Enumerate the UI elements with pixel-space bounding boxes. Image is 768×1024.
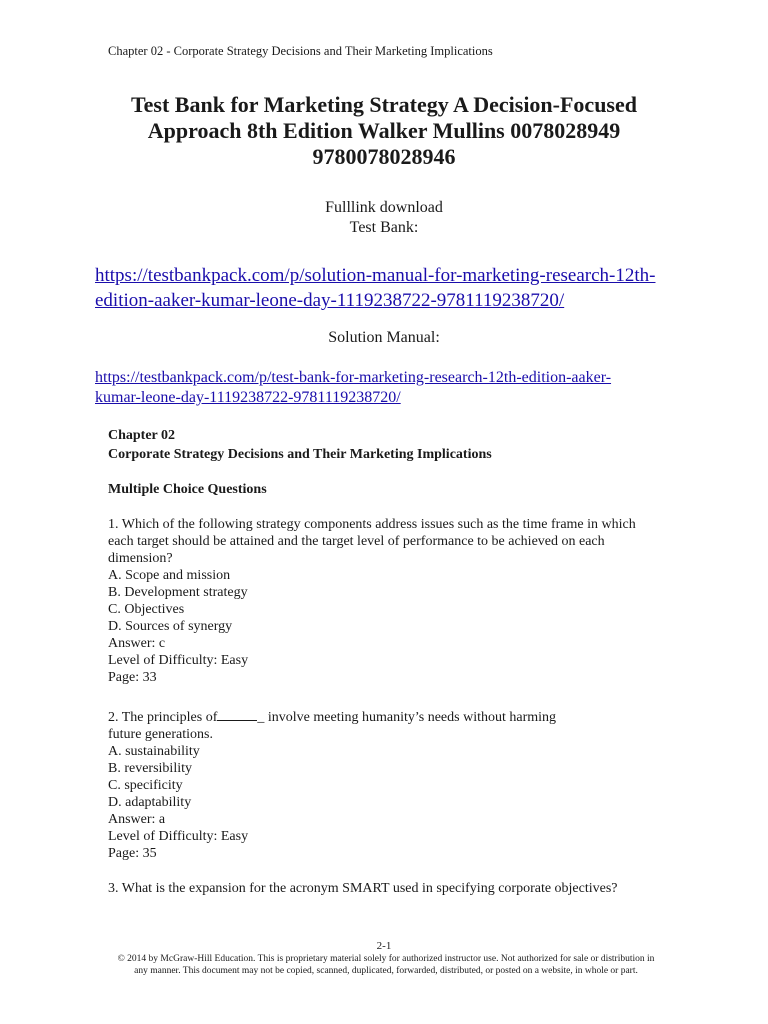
option: B. Development strategy (108, 585, 248, 600)
option: C. Objectives (108, 602, 185, 617)
question-1 (108, 516, 708, 686)
link-line[interactable]: https://testbankpack.com/p/test-bank-for-marketing-research-12th-edition-aaker- (95, 369, 612, 386)
question-prefix: 2. The principles of (108, 710, 218, 725)
option: B. reversibility (108, 761, 192, 776)
option: D. adaptability (108, 795, 192, 810)
chapter-number: Chapter 02 (108, 428, 176, 443)
answer: Answer: a (108, 812, 166, 827)
page-number: 2-1 (376, 940, 392, 952)
test-bank-link[interactable] (95, 263, 695, 313)
question-suffix: _ involve meeting humanity’s needs without harming (257, 710, 557, 725)
solution-manual-label: Solution Manual: (328, 329, 440, 346)
solution-manual-link[interactable] (95, 368, 675, 408)
option: C. specificity (108, 778, 183, 793)
title-line: Approach 8th Edition Walker Mullins 0078028949 (147, 118, 621, 143)
option: A. sustainability (108, 744, 200, 759)
question-text: 1. Which of the following strategy components address issues such as the time frame in which (108, 517, 636, 532)
answer: Answer: c (108, 636, 166, 651)
link-line[interactable]: https://testbankpack.com/p/solution-manual-for-marketing-research-12th- (95, 265, 656, 286)
chapter-heading (108, 427, 708, 463)
copyright-line: © 2014 by McGraw-Hill Education. This is proprietary material solely for authorized instructor use. Not authorized for sale or distribution in (117, 954, 655, 964)
difficulty: Level of Difficulty: Easy (108, 829, 249, 844)
page-ref: Page: 33 (108, 670, 157, 685)
question-3: 3. What is the expansion for the acronym SMART used in specifying corporate objectives? (108, 881, 618, 896)
link-line[interactable]: kumar-leone-day-1119238722-9781119238720/ (95, 389, 401, 406)
running-header: Chapter 02 - Corporate Strategy Decisions and Their Marketing Implications (108, 44, 493, 58)
question-text: each target should be attained and the target level of performance to be achieved on each (108, 534, 605, 549)
document-title (70, 92, 698, 170)
option: A. Scope and mission (108, 568, 231, 583)
copyright-notice (96, 953, 676, 977)
difficulty: Level of Difficulty: Easy (108, 653, 249, 668)
answer-blank (217, 708, 257, 721)
title-line: 9780078028946 (312, 144, 456, 169)
download-label: Fulllink download (325, 199, 443, 216)
question-2 (108, 708, 708, 862)
chapter-name: Corporate Strategy Decisions and Their Marketing Implications (108, 447, 492, 462)
link-line[interactable]: edition-aaker-kumar-leone-day-1119238722-9781119238720/ (95, 290, 565, 311)
section-heading: Multiple Choice Questions (108, 482, 267, 497)
question-text: dimension? (108, 551, 173, 566)
option: D. Sources of synergy (108, 619, 233, 634)
test-bank-label: Test Bank: (349, 219, 419, 236)
copyright-line: any manner. This document may not be copied, scanned, duplicated, forwarded, distributed, or posted on a website, in whole or part. (134, 966, 638, 976)
title-line: Test Bank for Marketing Strategy A Decision-Focused (131, 92, 637, 117)
question-text (108, 708, 708, 726)
page-ref: Page: 35 (108, 846, 157, 861)
question-text: future generations. (108, 727, 213, 742)
